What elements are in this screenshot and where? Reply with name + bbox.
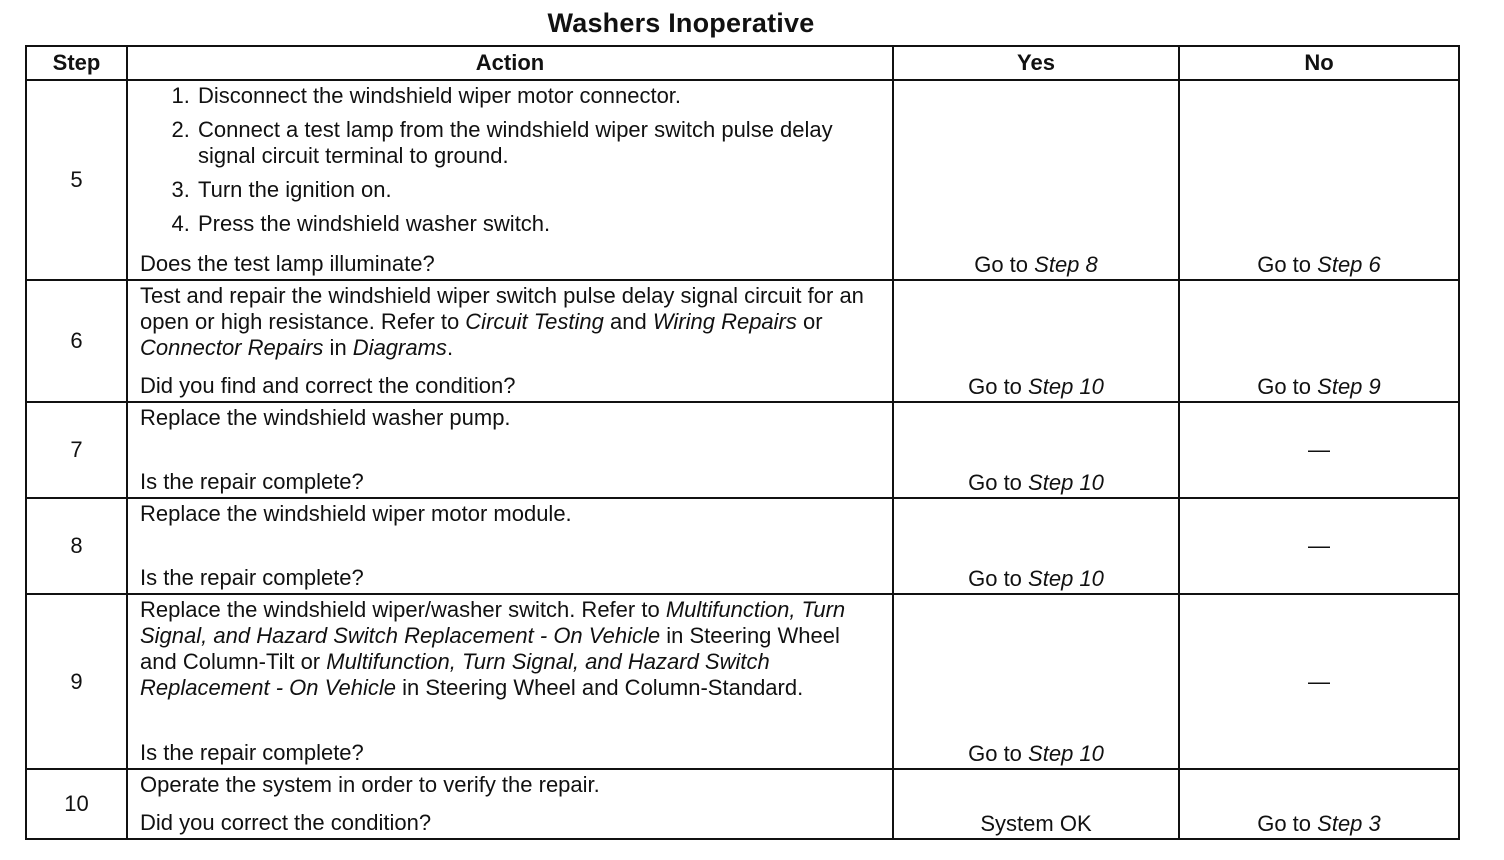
action-cell	[127, 80, 893, 280]
step-number: 9	[26, 594, 127, 768]
action-question: Is the repair complete?	[140, 739, 364, 765]
substep-item: 1. Disconnect the windshield wiper motor connector.	[196, 83, 880, 109]
reference-link: Multifunction, Turn Signal, and Hazard Switch Replacement - On Vehicle	[140, 649, 770, 701]
action-text: Replace the windshield washer pump.	[140, 404, 511, 430]
substep-item: 4. Press the windshield washer switch.	[196, 211, 880, 237]
text-segment: Test and repair the windshield wiper switch pulse delay signal circuit for an open or high resistance. Refer to	[140, 282, 864, 334]
substep-list	[140, 83, 880, 237]
action-question: Did you correct the condition?	[140, 810, 432, 835]
reference-link: Diagrams	[352, 334, 447, 360]
page-title: Washers Inoperative	[547, 8, 815, 38]
header-no: No	[1179, 46, 1459, 80]
step-link: Step 10	[1028, 740, 1104, 766]
text-segment: Replace the windshield wiper/washer switch. Refer to	[140, 597, 666, 623]
header-yes: Yes	[893, 46, 1179, 80]
table-row-step-6	[26, 280, 1459, 402]
step-link: Step 10	[1028, 470, 1104, 496]
step-link: Step 3	[1317, 811, 1381, 836]
step-link: Step 10	[1028, 373, 1104, 399]
text-segment: or	[796, 308, 823, 334]
reference-link: Connector Repairs	[140, 334, 324, 360]
step-number: 5	[26, 80, 127, 280]
no-cell: —	[1179, 402, 1459, 498]
table-row-step-8	[26, 498, 1459, 594]
go-to-label: Go to	[974, 251, 1029, 277]
go-to-label: Go to	[1257, 251, 1312, 277]
table-row-step-7	[26, 402, 1459, 498]
no-cell	[1179, 80, 1459, 280]
diagnostic-table	[25, 45, 1460, 840]
step-number: 7	[26, 402, 127, 498]
step-number: 6	[26, 280, 127, 402]
action-question: Is the repair complete?	[140, 565, 364, 591]
yes-cell	[893, 402, 1179, 498]
substep-item: 3. Turn the ignition on.	[196, 177, 880, 203]
header-action: Action	[127, 46, 893, 80]
action-question: Does the test lamp illuminate?	[140, 250, 435, 276]
no-cell: —	[1179, 498, 1459, 594]
action-cell	[127, 498, 893, 594]
action-cell	[127, 280, 893, 402]
no-cell: —	[1179, 594, 1459, 768]
yes-cell	[893, 280, 1179, 402]
action-text: Operate the system in order to verify the repair.	[140, 771, 600, 797]
substep-item: 2. Connect a test lamp from the windshield wiper switch pulse delay signal circuit terminal to ground.	[196, 117, 880, 169]
reference-link: Multifunction, Turn Signal, and Hazard Switch Replacement - On Vehicle	[140, 597, 846, 649]
yes-cell	[893, 594, 1179, 768]
action-text	[140, 283, 880, 361]
action-question: Did you find and correct the condition?	[140, 372, 516, 398]
step-number: 8	[26, 498, 127, 594]
text-segment: in Steering Wheel and Column-Tilt or	[140, 623, 840, 675]
go-to-label: Go to	[968, 470, 1022, 496]
text-segment: in Steering Wheel and Column-Standard.	[395, 675, 804, 701]
yes-cell: System OK	[893, 769, 1179, 839]
table-row-step-10	[26, 769, 1459, 839]
step-link: Step 6	[1317, 251, 1381, 277]
step-link: Step 9	[1317, 373, 1381, 399]
action-question: Is the repair complete?	[140, 469, 364, 495]
yes-cell	[893, 498, 1179, 594]
action-cell	[127, 769, 893, 839]
header-step: Step	[26, 46, 127, 80]
yes-cell	[893, 80, 1179, 280]
step-link: Step 8	[1034, 251, 1098, 277]
no-cell	[1179, 280, 1459, 402]
go-to-label: Go to	[1257, 811, 1312, 836]
reference-link: Circuit Testing	[465, 308, 604, 334]
step-link: Step 10	[1028, 566, 1104, 592]
go-to-label: Go to	[968, 740, 1022, 766]
text-segment: in	[323, 334, 353, 360]
header-row	[26, 46, 1459, 80]
go-to-label: Go to	[1257, 373, 1312, 399]
step-number: 10	[26, 769, 127, 839]
action-text: Replace the windshield wiper motor module.	[140, 501, 572, 527]
go-to-label: Go to	[968, 373, 1022, 399]
reference-link: Wiring Repairs	[652, 308, 797, 334]
no-cell	[1179, 769, 1459, 839]
table-row-step-5	[26, 80, 1459, 280]
text-segment: and	[603, 308, 653, 334]
action-text	[140, 597, 880, 701]
action-cell	[127, 402, 893, 498]
table-row-step-9	[26, 594, 1459, 768]
go-to-label: Go to	[968, 566, 1022, 592]
text-segment: .	[446, 334, 454, 360]
action-cell	[127, 594, 893, 768]
